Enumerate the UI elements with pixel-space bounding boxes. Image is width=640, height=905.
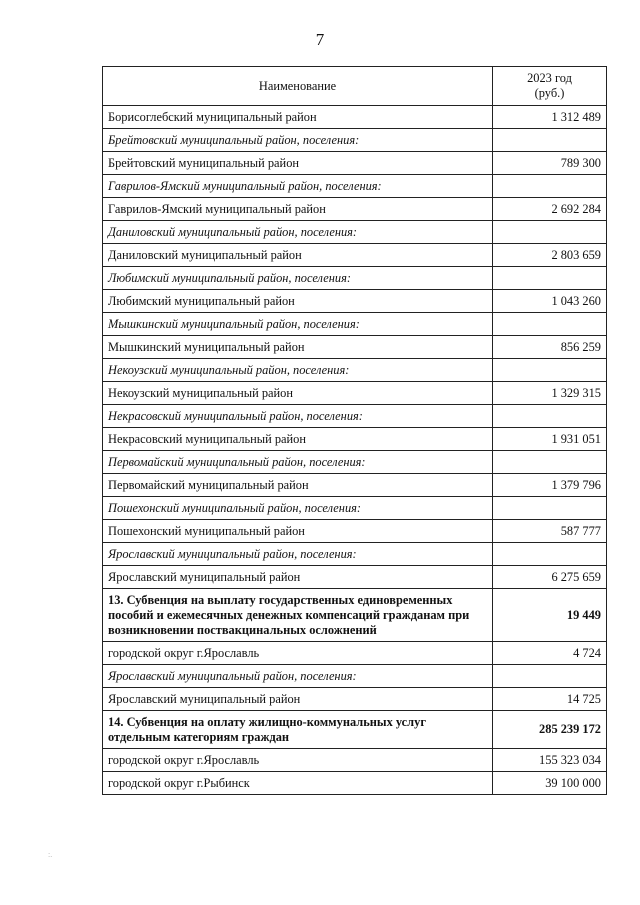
row-name: Борисоглебский муниципальный район [103,106,493,129]
header-unit: (руб.) [534,86,565,100]
table-row [103,267,607,290]
section-amount: 19 449 [493,589,607,642]
header-year: 2023 год [527,71,572,85]
row-group-label: Мышкинский муниципальный район, поселения: [103,313,493,336]
table-row [103,336,607,359]
row-amount: 1 043 260 [493,290,607,313]
row-amount [493,405,607,428]
table-row [103,428,607,451]
table-row [103,221,607,244]
table-row [103,405,607,428]
table-row [103,106,607,129]
table-row [103,198,607,221]
row-amount [493,497,607,520]
row-group-label: Гаврилов-Ямский муниципальный район, поселения: [103,175,493,198]
table-row [103,382,607,405]
table-body [103,106,607,795]
table-row [103,520,607,543]
row-name: городской округ г.Рыбинск [103,772,493,795]
page-number: 7 [315,30,325,49]
table-row [103,175,607,198]
row-group-label: Брейтовский муниципальный район, поселения: [103,129,493,152]
table-row [103,566,607,589]
table-row [103,152,607,175]
row-group-label: Ярославский муниципальный район, поселения: [103,543,493,566]
table-row [103,749,607,772]
table-row [103,497,607,520]
table-row [103,589,607,642]
row-group-label: Пошехонский муниципальный район, поселения: [103,497,493,520]
row-amount: 2 692 284 [493,198,607,221]
table-row [103,665,607,688]
row-amount: 789 300 [493,152,607,175]
subvention-table [102,66,607,795]
table-row [103,688,607,711]
row-amount [493,543,607,566]
section-amount: 285 239 172 [493,711,607,749]
row-name: Любимский муниципальный район [103,290,493,313]
row-name: Некоузский муниципальный район [103,382,493,405]
table-row [103,543,607,566]
row-group-label: Любимский муниципальный район, поселения: [103,267,493,290]
table-row [103,244,607,267]
header-amount [493,67,607,106]
row-amount: 1 931 051 [493,428,607,451]
row-name: Даниловский муниципальный район [103,244,493,267]
row-group-label: Некрасовский муниципальный район, поселения: [103,405,493,428]
table-row [103,451,607,474]
table-row [103,359,607,382]
row-amount: 1 329 315 [493,382,607,405]
row-amount: 856 259 [493,336,607,359]
table-row [103,642,607,665]
row-group-label: Ярославский муниципальный район, поселения: [103,665,493,688]
row-amount [493,451,607,474]
table-header [103,67,607,106]
row-amount: 14 725 [493,688,607,711]
row-group-label: Первомайский муниципальный район, поселения: [103,451,493,474]
row-amount: 1 312 489 [493,106,607,129]
row-amount [493,359,607,382]
row-name: Пошехонский муниципальный район [103,520,493,543]
row-amount: 39 100 000 [493,772,607,795]
row-name: Первомайский муниципальный район [103,474,493,497]
row-amount [493,175,607,198]
row-amount [493,665,607,688]
row-name: городской округ г.Ярославль [103,642,493,665]
row-name: Мышкинский муниципальный район [103,336,493,359]
row-amount: 155 323 034 [493,749,607,772]
table-row [103,290,607,313]
row-name: городской округ г.Ярославль [103,749,493,772]
table-row [103,129,607,152]
row-amount [493,221,607,244]
table-row [103,474,607,497]
row-amount: 6 275 659 [493,566,607,589]
row-amount [493,267,607,290]
header-name: Наименование [103,67,493,106]
row-amount: 2 803 659 [493,244,607,267]
row-group-label: Даниловский муниципальный район, поселения: [103,221,493,244]
row-name: Некрасовский муниципальный район [103,428,493,451]
section-title: 13. Субвенция на выплату государственных единовременных пособий и ежемесячных денежных компенсаций гражданам при возникновении поствакцинальных осложнений [103,589,493,642]
table-row [103,772,607,795]
section-title: 14. Субвенция на оплату жилищно-коммунальных услуг отдельным категориям граждан [103,711,493,749]
row-name: Брейтовский муниципальный район [103,152,493,175]
row-amount: 587 777 [493,520,607,543]
row-amount [493,129,607,152]
table-row [103,711,607,749]
scan-mark: :. [48,850,53,859]
row-name: Ярославский муниципальный район [103,566,493,589]
row-name: Гаврилов-Ямский муниципальный район [103,198,493,221]
row-amount [493,313,607,336]
table-row [103,313,607,336]
row-amount: 1 379 796 [493,474,607,497]
row-name: Ярославский муниципальный район [103,688,493,711]
row-amount: 4 724 [493,642,607,665]
row-group-label: Некоузский муниципальный район, поселения: [103,359,493,382]
